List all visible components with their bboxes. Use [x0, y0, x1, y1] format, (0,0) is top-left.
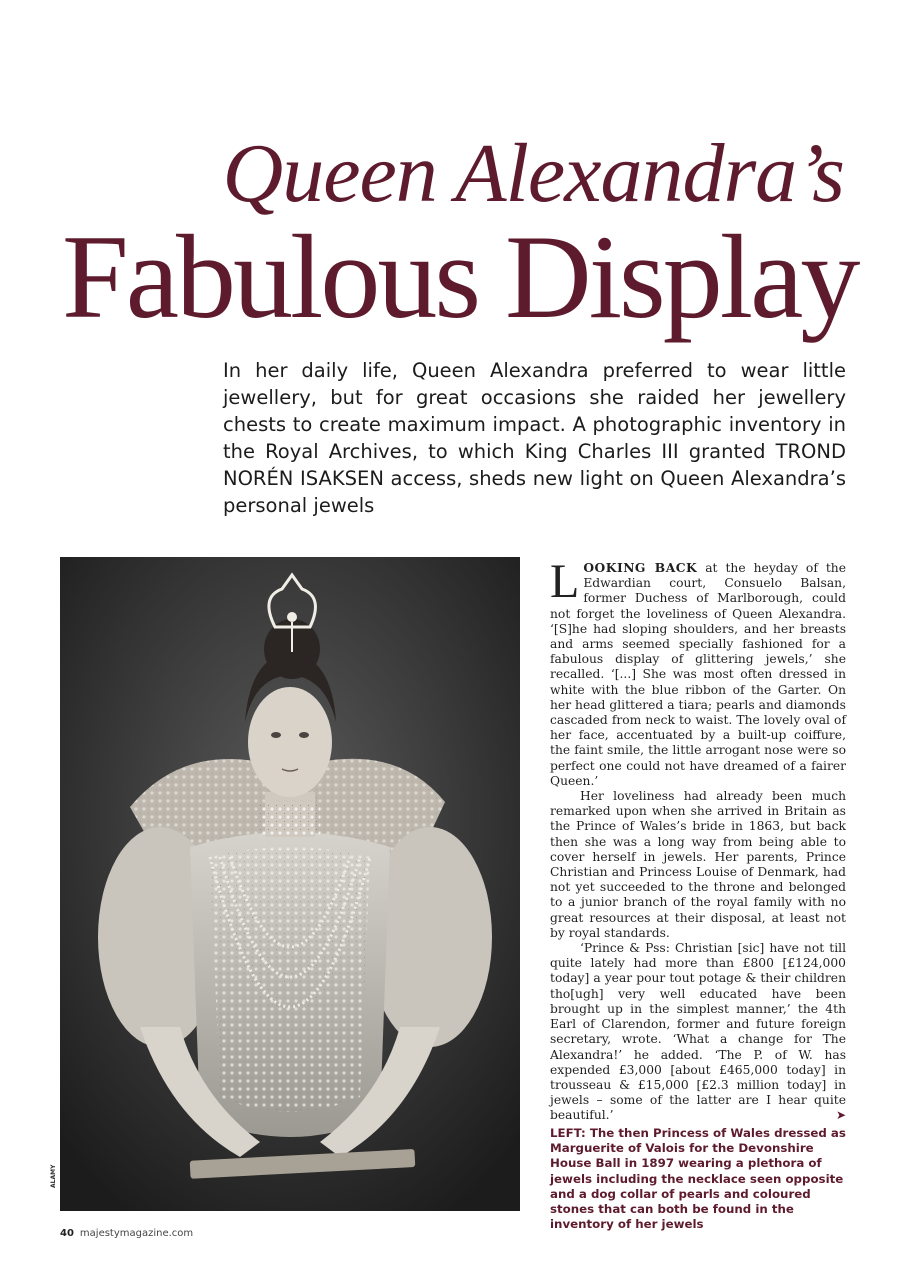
drop-cap: L [550, 555, 580, 608]
paragraph-3-text: ‘Prince & Pss: Christian [sic] have not till quite lately had more than £800 [£124,000 today] a year pour tout potage & their children tho[ugh] very well educated have been brought up in the simplest manner,’ the 4th Earl of Clarendon, former and future foreign secretary, wrote. ‘What a change for The Alexandra!’ he added. ‘The P. of W. has expended £3,000 [about £465,000 today] in trousseau & £15,000 [£2.3 million today] in jewels – some of the latter are I hear quite beautiful.’ [550, 941, 846, 1123]
paragraph-1 [550, 555, 847, 789]
standfirst: In her daily life, Queen Alexandra preferred to wear little jewellery, but for great occasions she raided her jewellery chests to create maximum impact. A photographic inventory in the Royal Archives, to which King Charles III granted TROND NORÉN ISAKSEN access, sheds new light on Queen Alexandra’s personal jewels [223, 359, 846, 517]
headline-line-2: Fabulous Display [62, 210, 858, 343]
paragraph-1-text: at the heyday of the Edwardian court, Consuelo Balsan, former Duchess of Marlborough, could not forget the loveliness of Queen Alexandra. ‘[S]he had sloping shoulders, and her breasts and arms seemed specially fashioned for a fabulous display of glittering jewels,’ she recalled. ‘[...] She was most often dressed in white with the blue ribbon of the Garter. On her head glittered a tiara; pearls and diamonds cascaded from neck to waist. The lovely oval of her face, accentuated by a built-up coiffure, the faint smile, the little arrogant nose were so perfect one could not have dreamed of a fairer Queen.’ [550, 561, 847, 788]
portrait-photo [60, 557, 520, 1211]
continue-arrow-icon: ➤ [835, 1108, 846, 1123]
paragraph-2: Her loveliness had already been much remarked upon when she arrived in Britain as the Prince of Wales’s bride in 1863, but back then she was a long way from being able to cover herself in jewels. Her parents, Prince Christian and Princess Louise of Denmark, had not yet succeeded to the throne and belonged to a junior branch of the royal family with no great resources at their disposal, at least not by royal standards. [550, 789, 846, 940]
page-footer [60, 1228, 193, 1239]
photo-credit: ALAMY [50, 1164, 57, 1188]
article-body [550, 555, 847, 1124]
photo-caption: LEFT: The then Princess of Wales dressed as Marguerite of Valois for the Devonshire House Ball in 1897 wearing a plethora of jewels including the necklace seen opposite and a dog collar of pearls and coloured stones that can both be found in the inventory of her jewels [550, 1126, 846, 1232]
page-number: 40 [60, 1228, 74, 1239]
paragraph-3 [550, 941, 846, 1123]
headline-line-1: Queen Alexandra’s [222, 127, 844, 220]
website-link[interactable]: majestymagazine.com [79, 1228, 194, 1239]
lead-in: OOKING BACK [583, 560, 698, 575]
